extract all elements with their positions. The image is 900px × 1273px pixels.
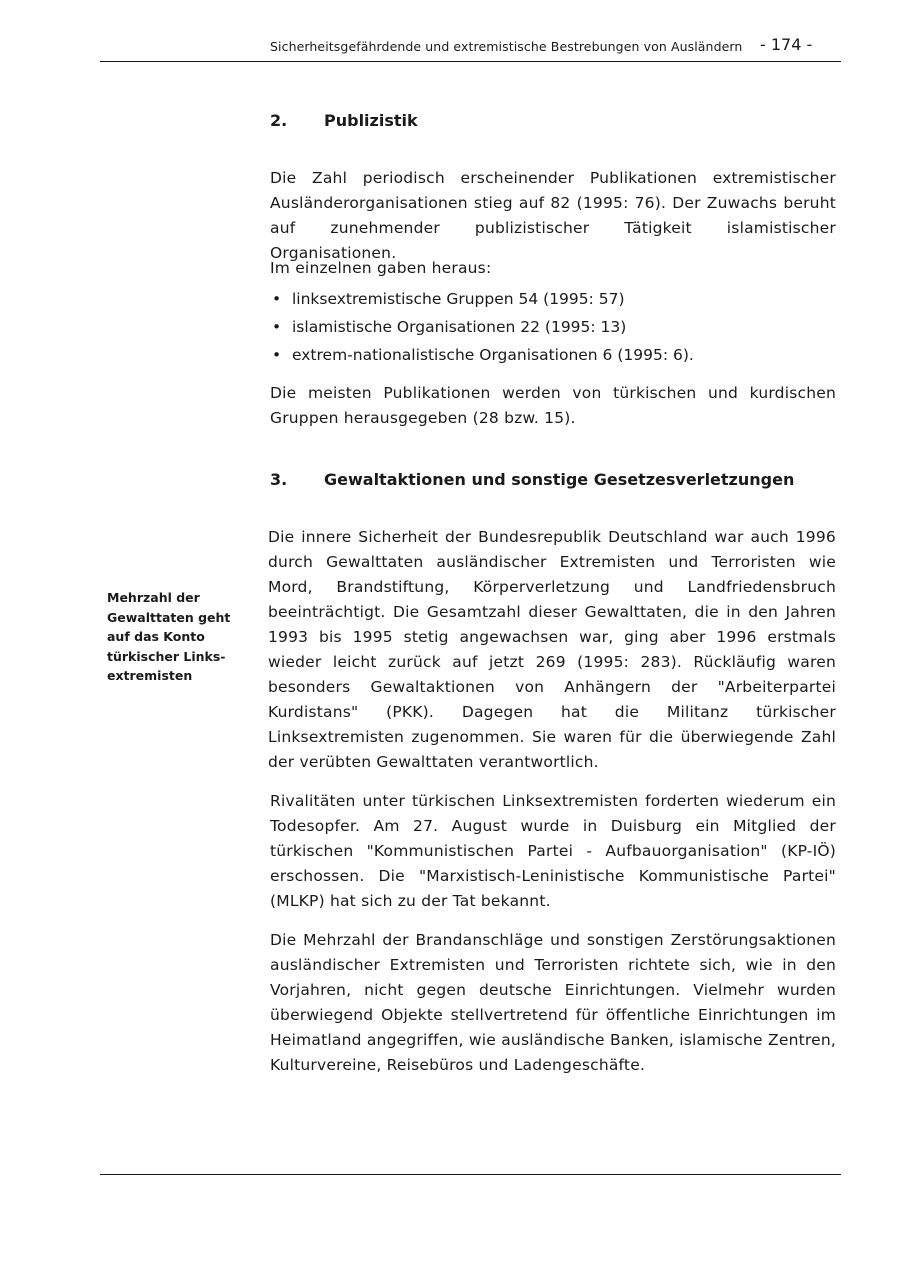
section-3-paragraph-2: Rivalitäten unter türkischen Linksextremisten forderten wiederum ein Todesopfer. Am 27. August wurde in Duisburg ein Mitglied der türkischen "Kommunistischen Partei - Aufbauorganisation" (KP-IÖ) erschossen. Die "Marxistisch-Leninistische Kommunistische Partei" (MLKP) hat sich zu der Tat bekannt. — [270, 792, 836, 910]
page-number: - 174 - — [760, 35, 813, 54]
section-2-title: Publizistik — [324, 111, 418, 130]
section-3-heading — [270, 470, 794, 489]
section-2-heading — [270, 111, 418, 130]
running-header-title: Sicherheitsgefährdende und extremistische Bestrebungen von Ausländern — [270, 39, 743, 54]
section-3-paragraph-1: Die innere Sicherheit der Bundesrepublik Deutschland war auch 1996 durch Gewalttaten ausländischer Extremisten und Terroristen wie Mord, Brandstiftung, Körperverletzung und Landfriedensbruch beeinträchtigt. Die Gesamtzahl dieser Gewalttaten, die in den Jahren 1993 bis 1995 stetig angewachsen war, ging aber 1996 erstmals wieder leicht zurück auf jetzt 269 (1995: 283). Rückläufig waren besonders Gewaltaktionen von Anhängern der "Arbeiterpartei Kurdistans" (PKK). Dagegen hat die Militanz türkischer Linksextremisten zugenommen. Sie waren für die überwiegende Zahl der verübten Gewalttaten verantwortlich. — [268, 528, 836, 771]
section-2-list-intro: Im einzelnen gaben heraus: — [270, 259, 492, 277]
section-2-number: 2. — [270, 111, 288, 130]
margin-note: Mehrzahl der Gewalttaten geht auf das Konto türkischer Links-extremisten — [107, 590, 231, 683]
list-item: • islamistische Organisationen 22 (1995: 13) — [270, 313, 836, 341]
section-3-paragraph-3: Die Mehrzahl der Brandanschläge und sonstigen Zerstörungsaktionen ausländischer Extremisten und Terroristen richtete sich, wie in den Vorjahren, nicht gegen deutsche Einrichtungen. Vielmehr wurden überwiegend Objekte stellvertretend für öffentliche Einrichtungen im Heimatland angegriffen, wie ausländische Banken, islamische Zentren, Kulturvereine, Reisebüros und Ladengeschäfte. — [270, 931, 836, 1074]
section-3-title: Gewaltaktionen und sonstige Gesetzesverletzungen — [324, 470, 795, 489]
publication-list — [270, 285, 836, 369]
bullet-icon: • — [272, 290, 282, 308]
section-2-intro-paragraph: Die Zahl periodisch erscheinender Publikationen extremistischer Ausländerorganisationen stieg auf 82 (1995: 76). Der Zuwachs beruht auf zunehmender publizistischer Tätigkeit islamistischer Organisationen. — [270, 169, 836, 262]
bullet-icon: • — [272, 318, 282, 336]
bullet-icon: • — [272, 346, 282, 364]
list-item: • linksextremistische Gruppen 54 (1995: 57) — [270, 285, 836, 313]
list-item: • extrem-nationalistische Organisationen 6 (1995: 6). — [270, 341, 836, 369]
section-2-closing-paragraph: Die meisten Publikationen werden von türkischen und kurdischen Gruppen herausgegeben (28 bzw. 15). — [270, 384, 836, 427]
section-3-number: 3. — [270, 470, 288, 489]
footer-divider — [100, 1174, 841, 1175]
page-header — [100, 34, 841, 62]
